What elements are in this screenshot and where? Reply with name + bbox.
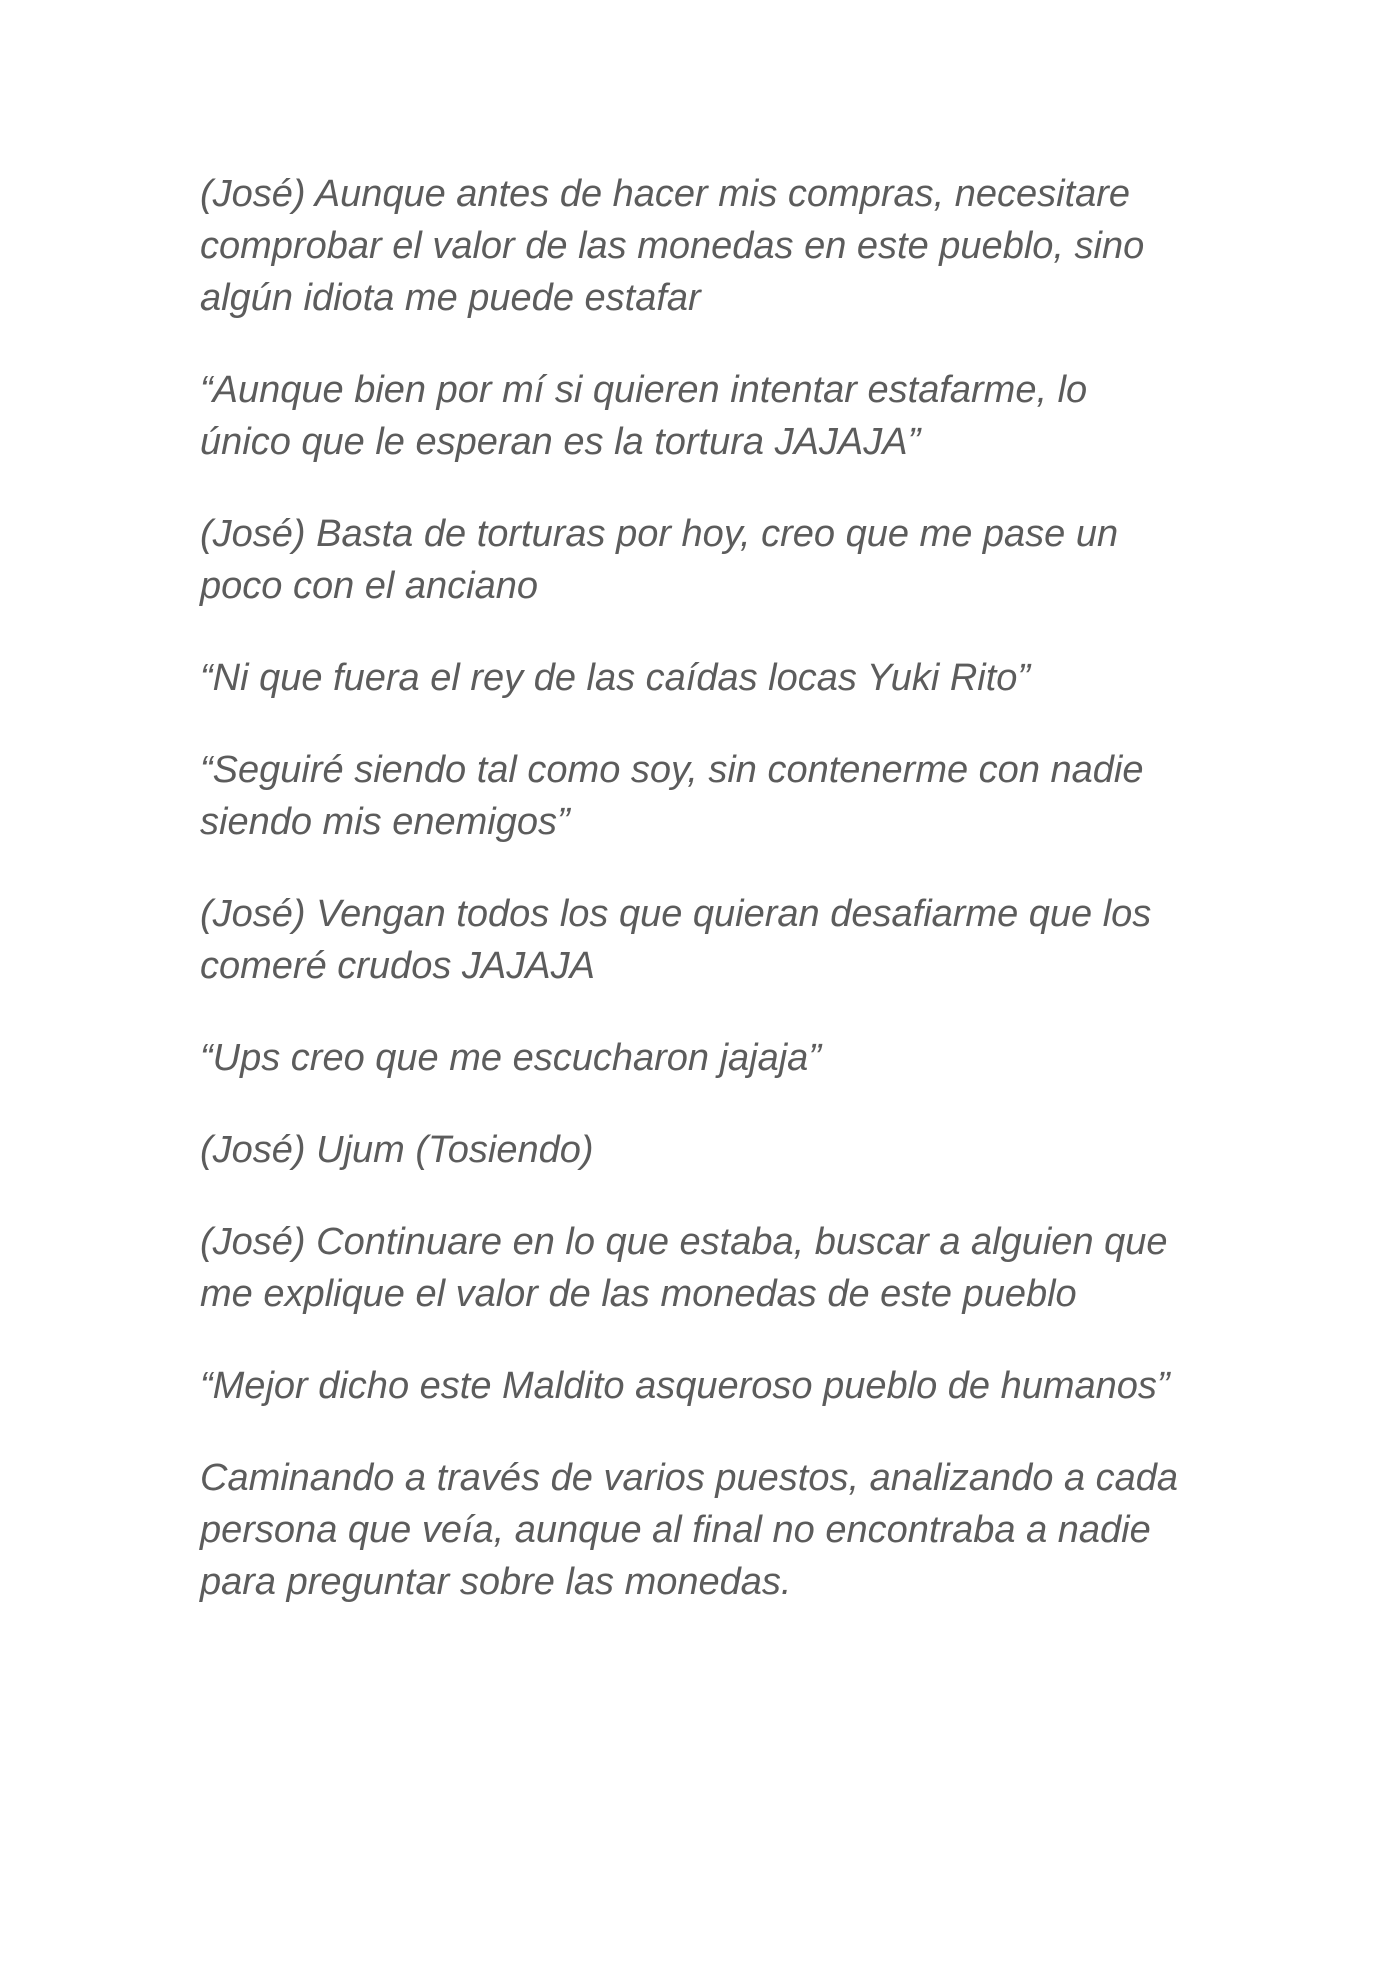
paragraph-9: (José) Continuare en lo que estaba, buscar a alguien que me explique el valor de las monedas de este pueblo <box>200 1221 1168 1315</box>
paragraph-11: Caminando a través de varios puestos, analizando a cada persona que veía, aunque al final no encontraba a nadie para preguntar sobre las monedas. <box>200 1457 1179 1603</box>
document-body <box>200 168 1220 1648</box>
paragraph-5: “Seguiré siendo tal como soy, sin contenerme con nadie siendo mis enemigos” <box>200 749 1144 843</box>
paragraph-6: (José) Vengan todos los que quieran desafiarme que los comeré crudos JAJAJA <box>200 893 1152 987</box>
paragraph-4: “Ni que fuera el rey de las caídas locas Yuki Rito” <box>200 657 1031 699</box>
paragraph-3: (José) Basta de torturas por hoy, creo que me pase un poco con el anciano <box>200 513 1119 607</box>
paragraph-10: “Mejor dicho este Maldito asqueroso pueblo de humanos” <box>200 1365 1170 1407</box>
paragraph-8: (José) Ujum (Tosiendo) <box>200 1129 594 1171</box>
paragraph-2: “Aunque bien por mí si quieren intentar estafarme, lo único que le esperan es la tortura JAJAJA” <box>200 369 1088 463</box>
paragraph-1: (José) Aunque antes de hacer mis compras, necesitare comprobar el valor de las monedas en este pueblo, sino algún idiota me puede estafar <box>200 173 1145 319</box>
paragraph-7: “Ups creo que me escucharon jajaja” <box>200 1037 821 1079</box>
